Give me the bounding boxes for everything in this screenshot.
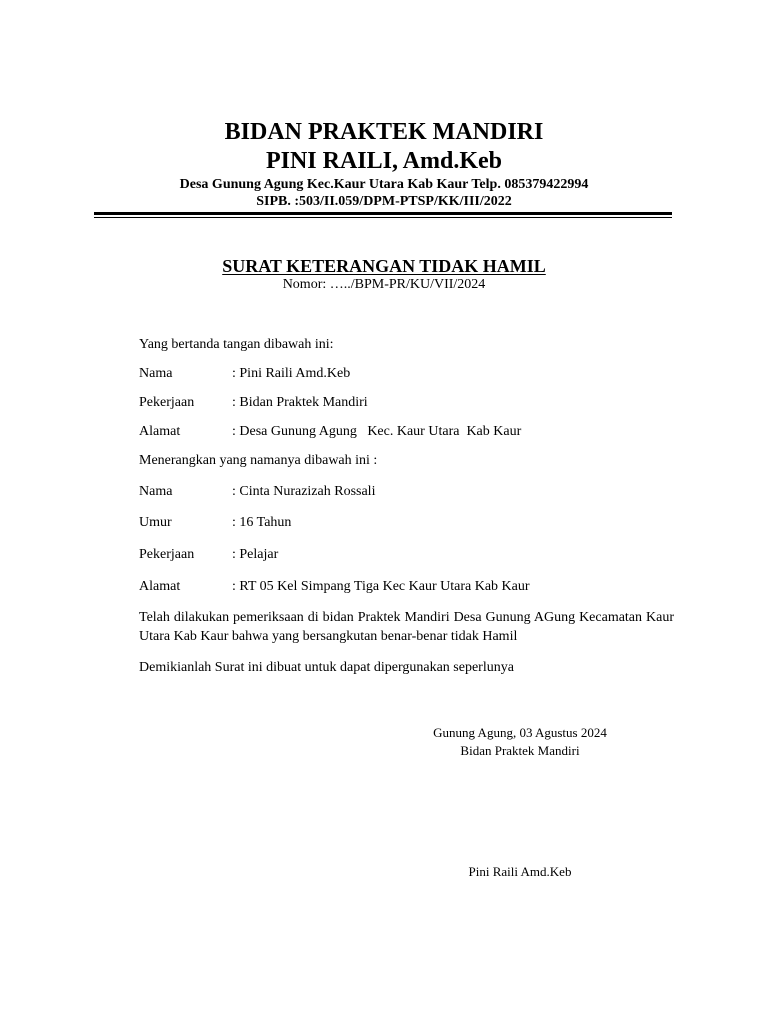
closing-text: Demikianlah Surat ini dibuat untuk dapat dipergunakan seperlunya — [139, 660, 514, 675]
field-value: : Pini Raili Amd.Keb — [232, 366, 351, 381]
field-label: Alamat — [139, 579, 181, 594]
subject-row-age — [139, 513, 291, 532]
letterhead-divider-thin — [94, 217, 672, 218]
field-label: Nama — [139, 366, 173, 381]
letterhead-divider — [94, 212, 672, 215]
field-label: Umur — [139, 515, 172, 530]
intro-text: Yang bertanda tangan dibawah ini: — [139, 337, 334, 352]
signature-name: Pini Raili Amd.Keb — [468, 864, 572, 879]
subject-row-job — [139, 545, 278, 564]
field-value: : 16 Tahun — [232, 515, 292, 530]
letterhead-title: BIDAN PRAKTEK MANDIRI — [224, 119, 544, 145]
finding-paragraph: Telah dilakukan pemeriksaan di bidan Praktek Mandiri Desa Gunung AGung Kecamatan Kaur Utara Kab Kaur bahwa yang bersangkutan benar-benar tidak Hamil — [139, 610, 674, 644]
document-heading — [0, 256, 768, 293]
field-value: : RT 05 Kel Simpang Tiga Kec Kaur Utara Kab Kaur — [232, 579, 530, 594]
letterhead — [0, 118, 768, 210]
field-label: Nama — [139, 484, 173, 499]
field-label: Pekerjaan — [139, 395, 195, 410]
letterhead-sipb: SIPB. :503/II.059/DPM-PTSP/KK/III/2022 — [256, 194, 512, 209]
document-title: SURAT KETERANGAN TIDAK HAMIL — [222, 256, 546, 276]
document-number: Nomor: …../BPM-PR/KU/VII/2024 — [282, 277, 486, 292]
field-value: : Desa Gunung Agung Kec. Kaur Utara Kab Kaur — [232, 424, 522, 439]
signer-row-address — [139, 422, 521, 441]
subject-row-address — [139, 577, 530, 596]
subject-row-name — [139, 482, 375, 501]
field-value: : Cinta Nurazizah Rossali — [232, 484, 376, 499]
signer-row-name — [139, 364, 350, 383]
field-value: : Pelajar — [232, 547, 279, 562]
signer-row-job — [139, 393, 368, 412]
field-value: : Bidan Praktek Mandiri — [232, 395, 368, 410]
signature-role: Bidan Praktek Mandiri — [460, 743, 580, 758]
field-label: Alamat — [139, 424, 181, 439]
signature-place-date: Gunung Agung, 03 Agustus 2024 — [433, 725, 607, 740]
statement-text: Menerangkan yang namanya dibawah ini : — [139, 453, 378, 468]
letterhead-name: PINI RAILI, Amd.Keb — [265, 148, 503, 174]
field-label: Pekerjaan — [139, 547, 195, 562]
letterhead-address: Desa Gunung Agung Kec.Kaur Utara Kab Kaur Telp. 085379422994 — [179, 177, 589, 192]
